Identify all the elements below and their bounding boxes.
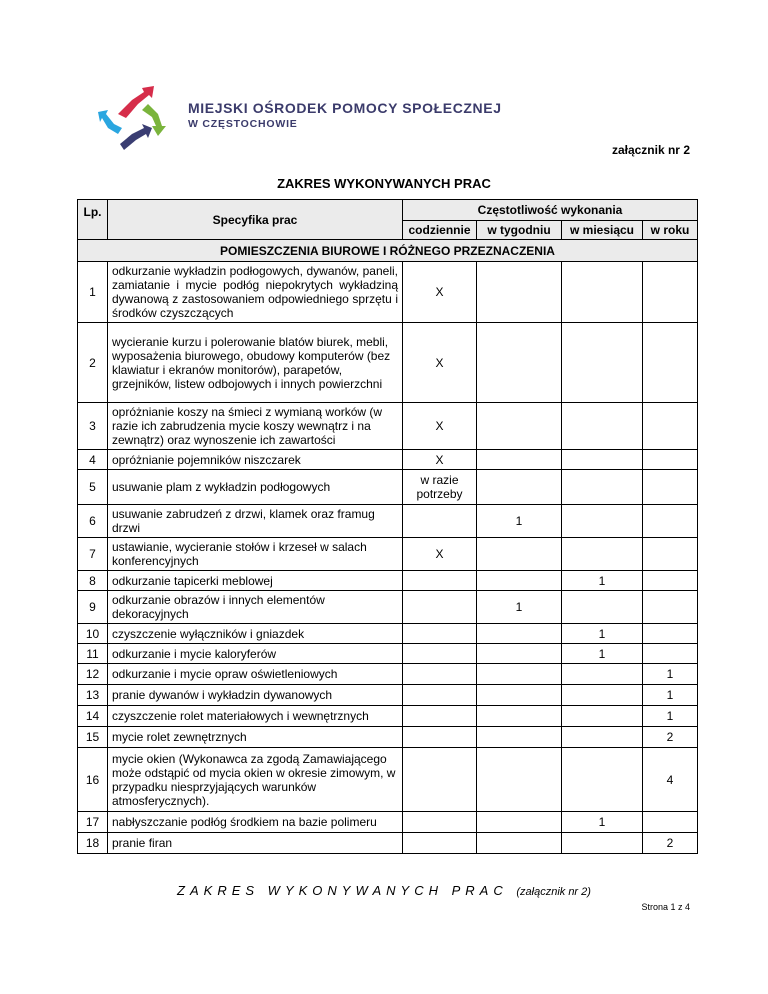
table-row [78,403,698,450]
col-weekly-header: w tygodniu [477,221,562,240]
freq-weekly: 1 [477,591,562,624]
freq-yearly [643,624,698,644]
table-row [78,664,698,685]
freq-weekly [477,833,562,854]
freq-daily [403,685,477,706]
row-description: usuwanie plam z wykładzin podłogowych [108,470,403,505]
work-scope-table [77,199,698,854]
table-row [78,624,698,644]
freq-monthly [562,591,643,624]
freq-yearly: 2 [643,833,698,854]
section-row [78,240,698,262]
row-description: wycieranie kurzu i polerowanie blatów biurek, mebli, wyposażenia biurowego, obudowy komputerów (bez klawiatur i ekranów monitorów), parapetów, grzejników, listew odbojowych i innych powierzchni [108,323,403,403]
row-number: 4 [78,450,108,470]
freq-daily: X [403,262,477,323]
freq-daily [403,812,477,833]
freq-weekly [477,727,562,748]
freq-yearly [643,812,698,833]
row-number: 13 [78,685,108,706]
table-row [78,505,698,538]
row-description: opróżnianie pojemników niszczarek [108,450,403,470]
freq-yearly [643,644,698,664]
row-number: 1 [78,262,108,323]
row-number: 15 [78,727,108,748]
freq-monthly [562,685,643,706]
freq-weekly [477,664,562,685]
freq-monthly [562,727,643,748]
col-daily-header: codziennie [403,221,477,240]
freq-yearly: 1 [643,664,698,685]
table-row [78,812,698,833]
freq-daily [403,833,477,854]
row-number: 10 [78,624,108,644]
freq-daily [403,748,477,812]
freq-yearly: 1 [643,706,698,727]
footer-text: ZAKRES WYKONYWANYCH PRAC [177,883,508,898]
row-number: 18 [78,833,108,854]
freq-daily [403,591,477,624]
row-description: odkurzanie obrazów i innych elementów dekoracyjnych [108,591,403,624]
mops-logo-icon [92,84,172,156]
freq-weekly [477,450,562,470]
freq-monthly: 1 [562,644,643,664]
freq-monthly [562,538,643,571]
freq-monthly [562,664,643,685]
document-title: ZAKRES WYKONYWANYCH PRAC [277,176,491,191]
footer-title [0,883,768,898]
table-row [78,538,698,571]
freq-yearly: 4 [643,748,698,812]
freq-daily [403,624,477,644]
freq-monthly [562,323,643,403]
row-description: czyszczenie wyłączników i gniazdek [108,624,403,644]
freq-weekly [477,538,562,571]
row-number: 14 [78,706,108,727]
freq-weekly [477,403,562,450]
freq-yearly: 1 [643,685,698,706]
row-number: 2 [78,323,108,403]
row-description: odkurzanie i mycie kaloryferów [108,644,403,664]
freq-weekly [477,812,562,833]
freq-monthly [562,706,643,727]
freq-monthly [562,403,643,450]
row-description: mycie rolet zewnętrznych [108,727,403,748]
row-number: 7 [78,538,108,571]
table-row [78,685,698,706]
table-row [78,262,698,323]
freq-monthly: 1 [562,812,643,833]
row-description: odkurzanie i mycie opraw oświetleniowych [108,664,403,685]
freq-daily [403,727,477,748]
org-city: W CZĘSTOCHOWIE [188,118,298,130]
freq-yearly [643,571,698,591]
table-row [78,470,698,505]
freq-weekly [477,685,562,706]
freq-daily: X [403,450,477,470]
freq-yearly [643,262,698,323]
col-monthly-header: w miesiącu [562,221,643,240]
row-description: czyszczenie rolet materiałowych i wewnętrznych [108,706,403,727]
section-title: POMIESZCZENIA BIUROWE I RÓŻNEGO PRZEZNACZENIA [78,240,698,262]
freq-monthly [562,262,643,323]
org-name: MIEJSKI OŚRODEK POMOCY SPOŁECZNEJ [188,100,502,116]
freq-monthly: 1 [562,624,643,644]
freq-weekly [477,323,562,403]
freq-weekly: 1 [477,505,562,538]
freq-yearly: 2 [643,727,698,748]
freq-monthly [562,470,643,505]
row-number: 8 [78,571,108,591]
table-row [78,591,698,624]
row-number: 11 [78,644,108,664]
freq-weekly [477,262,562,323]
col-spec-header: Specyfika prac [108,200,403,240]
freq-daily [403,664,477,685]
col-yearly-header: w roku [643,221,698,240]
row-description: pranie dywanów i wykładzin dywanowych [108,685,403,706]
freq-yearly [643,323,698,403]
freq-daily: X [403,403,477,450]
row-number: 3 [78,403,108,450]
freq-weekly [477,706,562,727]
freq-daily [403,644,477,664]
row-number: 5 [78,470,108,505]
row-description: mycie okien (Wykonawca za zgodą Zamawiającego może odstąpić od mycia okien w okresie zimowym, w przypadku niesprzyjających warunków atmosferycznych). [108,748,403,812]
freq-monthly [562,505,643,538]
row-number: 17 [78,812,108,833]
freq-weekly [477,748,562,812]
freq-weekly [477,624,562,644]
table-row [78,748,698,812]
freq-weekly [477,644,562,664]
freq-daily [403,505,477,538]
freq-daily: X [403,538,477,571]
table-row [78,323,698,403]
freq-daily [403,571,477,591]
table-row [78,833,698,854]
freq-monthly [562,450,643,470]
row-description: ustawianie, wycieranie stołów i krzeseł w salach konferencyjnych [108,538,403,571]
table-row [78,706,698,727]
row-description: opróżnianie koszy na śmieci z wymianą worków (w razie ich zabrudzenia mycie koszy wewnątrz i na zewnątrz) oraz wynoszenie ich zawartości [108,403,403,450]
table-row [78,644,698,664]
row-number: 9 [78,591,108,624]
table-row [78,450,698,470]
col-lp-header: Lp. [78,200,108,240]
annex-label: załącznik nr 2 [611,143,690,157]
row-number: 6 [78,505,108,538]
col-frequency-header: Częstotliwość wykonania [403,200,698,221]
row-description: nabłyszczanie podłóg środkiem na bazie polimeru [108,812,403,833]
freq-yearly [643,591,698,624]
row-description: usuwanie zabrudzeń z drzwi, klamek oraz framug drzwi [108,505,403,538]
freq-yearly [643,470,698,505]
logo-arrow-navy [120,124,152,150]
freq-yearly [643,505,698,538]
freq-daily: X [403,323,477,403]
page-number: Strona 1 z 4 [641,902,690,912]
row-number: 12 [78,664,108,685]
freq-weekly [477,571,562,591]
row-description: odkurzanie wykładzin podłogowych, dywanów, paneli, zamiatanie i mycie podłóg niepokrytych wykładziną dywanową z zastosowaniem odpowiedniego sprzętu i środków czyszczących [108,262,403,323]
freq-daily: w razie potrzeby [403,470,477,505]
footer-annex-ref: (załącznik nr 2) [516,886,591,898]
freq-monthly: 1 [562,571,643,591]
freq-yearly [643,403,698,450]
row-description: odkurzanie tapicerki meblowej [108,571,403,591]
table-row [78,727,698,748]
header-row-1 [78,200,698,221]
freq-monthly [562,833,643,854]
table-row [78,571,698,591]
freq-weekly [477,470,562,505]
row-description: pranie firan [108,833,403,854]
row-number: 16 [78,748,108,812]
freq-yearly [643,450,698,470]
freq-monthly [562,748,643,812]
freq-daily [403,706,477,727]
freq-yearly [643,538,698,571]
